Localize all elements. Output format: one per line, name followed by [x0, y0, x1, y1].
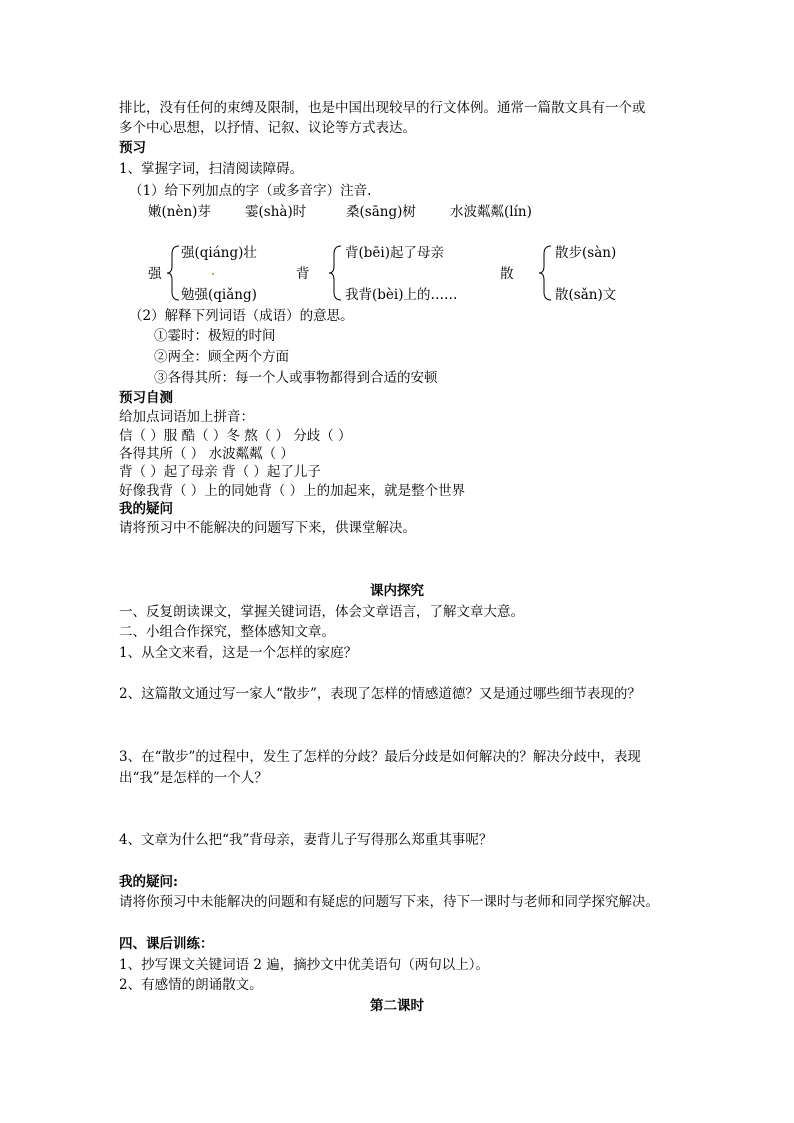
- explore-question-4: 4、文章为什么把“我”背母亲，妻背儿子写得那么郑重其事呢？: [119, 832, 493, 848]
- section-title: 课内探究: [370, 583, 424, 599]
- selftest-line-3: 背（ ）起了母亲 背（ ）起了儿子: [119, 464, 321, 480]
- question-text-2: 请将你预习中未能解决的问题和有疑虑的问题写下来，待下一课时与老师和同学探究解决。: [119, 894, 659, 910]
- explore-question-1: 1、从全文来看，这是一个怎样的家庭？: [119, 645, 358, 661]
- word-4: 水波粼粼(lín): [450, 204, 532, 220]
- polyphone-char: 散: [500, 266, 514, 282]
- question-heading-2: 我的疑问:: [119, 874, 178, 890]
- polyphone-top: 背(bēi)起了母亲: [345, 245, 444, 261]
- explore-step-1: 一、反复朗读课文，掌握关键词语，体会文章语言，了解文章大意。: [119, 604, 524, 620]
- training-item-1: 1、抄写课文关键词语 2 遍，摘抄文中优美语句（两句以上）。: [119, 957, 490, 973]
- question-text: 请将预习中不能解决的问题写下来，供课堂解决。: [119, 520, 416, 536]
- polyphone-top: 散步(sàn): [555, 245, 617, 261]
- definition-3: ③各得其所：每一个人或事物都得到合适的安顿: [154, 370, 438, 386]
- selftest-intro: 给加点词语加上拼音：: [119, 409, 254, 425]
- question-heading: 我的疑问: [119, 501, 173, 517]
- explore-question-2: 2、这篇散文通过写一家人“散步”，表现了怎样的情感道德？又是通过哪些细节表现的？: [119, 686, 641, 702]
- selftest-heading: 预习自测: [119, 390, 173, 406]
- selftest-line-2: 各得其所（ ） 水波粼粼（ ）: [119, 446, 294, 462]
- polyphone-char: 强: [148, 266, 162, 282]
- polyphone-bottom: 我背(bèi)上的……: [345, 287, 458, 303]
- polyphone-top: 强(qiáng)壮: [181, 245, 257, 261]
- selftest-line-1: 信（ ）服 酷（ ）冬 熬（ ） 分歧（ ）: [119, 428, 352, 444]
- next-lesson-title: 第二课时: [370, 998, 424, 1014]
- brace-icon: [328, 244, 342, 302]
- word-3: 桑(sāng)树: [346, 204, 416, 220]
- training-item-2: 2、有感情的朗诵散文。: [119, 977, 263, 993]
- explore-question-3b: 出“我”是怎样的一个人？: [119, 770, 268, 786]
- preview-item-1: 1、掌握字词，扫清阅读障碍。: [119, 161, 304, 177]
- preview-heading: 预习: [119, 140, 146, 156]
- brace-icon: [166, 244, 180, 302]
- intro-line-2: 多个中心思想，以抒情、记叙、议论等方式表达。: [119, 120, 416, 136]
- explore-step-2: 二、小组合作探究，整体感知文章。: [119, 624, 335, 640]
- selftest-line-4: 好像我背（ ）上的同她背（ ）上的加起来，就是整个世界: [119, 483, 466, 499]
- word-1: 嫩(nèn)芽: [148, 204, 211, 220]
- polyphone-bottom: 勉强(qiǎng): [181, 287, 257, 303]
- polyphone-bottom: 散(sǎn)文: [555, 287, 617, 303]
- preview-sub-2: （2）解释下列词语（成语）的意思。: [129, 308, 354, 324]
- marker-dot: [212, 273, 214, 275]
- definition-2: ②两全：顾全两个方面: [154, 349, 289, 365]
- polyphone-char: 背: [296, 266, 310, 282]
- explore-question-3a: 3、在“散步”的过程中，发生了怎样的分歧？最后分歧是如何解决的？解决分歧中，表现: [119, 749, 641, 765]
- intro-line-1: 排比，没有任何的束缚及限制，也是中国出现较早的行文体例。通常一篇散文具有一个或: [119, 100, 646, 116]
- word-2: 霎(shà)时: [245, 204, 307, 220]
- training-heading: 四、课后训练：: [119, 936, 214, 952]
- definition-1: ①霎时：极短的时间: [154, 328, 276, 344]
- brace-icon: [538, 244, 552, 302]
- preview-sub-1: （1）给下列加点的字（或多音字）注音.: [129, 183, 372, 199]
